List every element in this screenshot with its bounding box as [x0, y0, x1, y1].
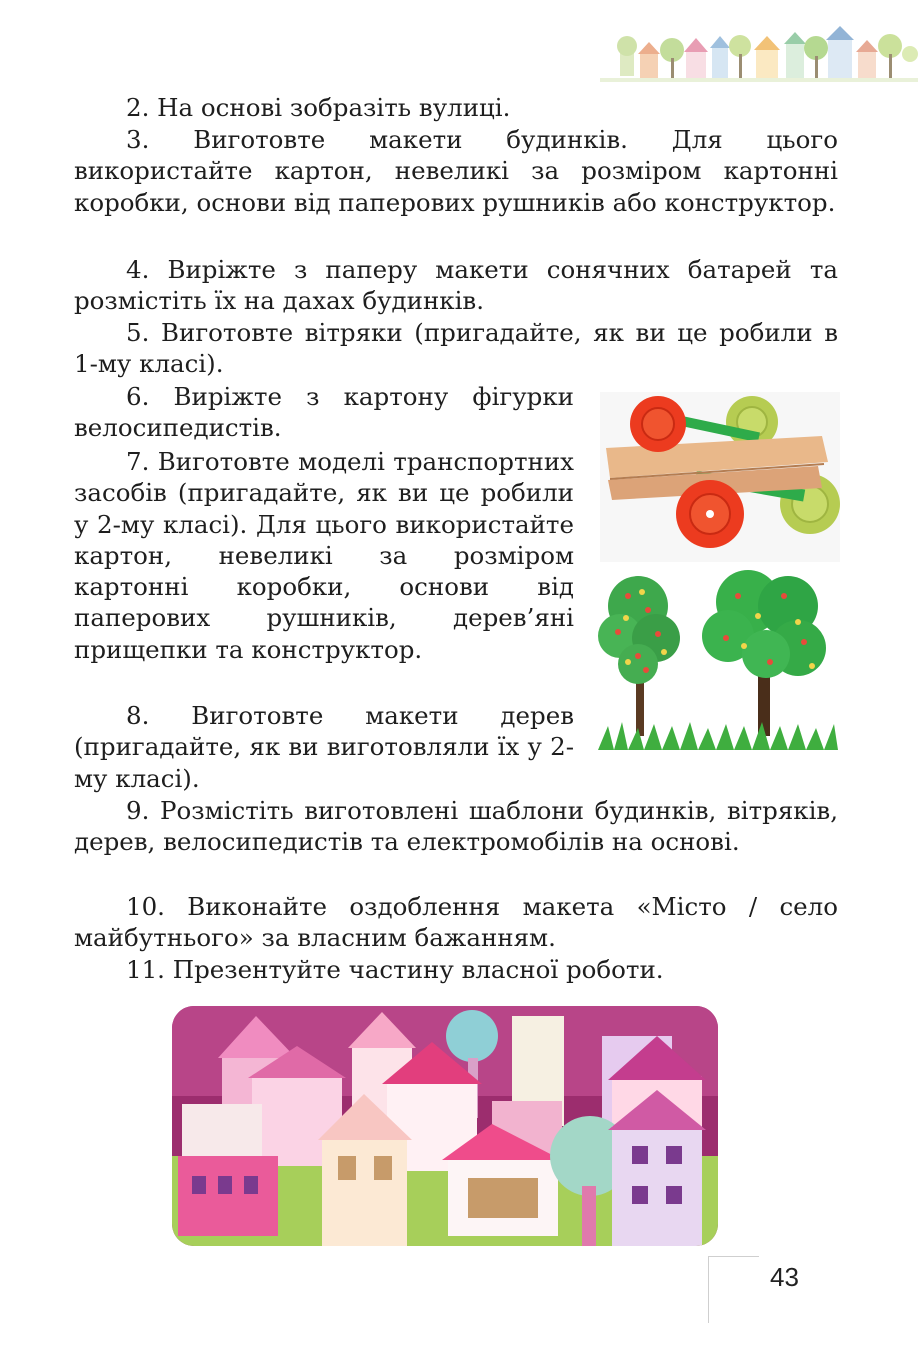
page-corner-box	[708, 1256, 759, 1323]
page-number: 43	[770, 1262, 799, 1292]
step-4: 4. Виріжте з паперу макети сонячних батарей та розмістіть їх на дахах будинків.	[74, 255, 838, 316]
step-11: 11. Презентуйте частину власної роботи.	[126, 955, 664, 984]
step-6: 6. Виріжте з картону фігурки велосипедистів.	[74, 382, 574, 443]
step-2: 2. На основі зобразіть вулиці.	[126, 93, 511, 122]
step-7: 7. Виготовте моделі транспортних засобів (пригадайте, як ви це робили у 2-му класі). Для цього використайте картон, невеликі за розміром картонні коробки, основи від паперових рушників, дерев’яні прищепки та конструктор.	[74, 447, 574, 664]
village-header-illustration	[600, 24, 918, 90]
step-3: 3. Виготовте макети будинків. Для цього використайте картон, невеликі за розміром картонні коробки, основи від паперових рушників або конструктор.	[74, 125, 838, 217]
step-10: 10. Виконайте оздоблення макета «Місто / село майбутнього» за власним бажанням.	[74, 892, 838, 953]
paper-trees-image	[598, 566, 838, 750]
step-8: 8. Виготовте макети дерев (пригадайте, як ви виготовляли їх у 2-му класі).	[74, 701, 574, 793]
clothespin-car-image	[600, 392, 840, 562]
step-9: 9. Розмістіть виготовлені шаблони будинків, вітряків, дерев, велосипедистів та електромобілів на основі.	[74, 796, 838, 857]
step-5: 5. Виготовте вітряки (пригадайте, як ви це робили в 1-му класі).	[74, 318, 838, 379]
paper-houses-model-photo	[172, 1006, 718, 1246]
